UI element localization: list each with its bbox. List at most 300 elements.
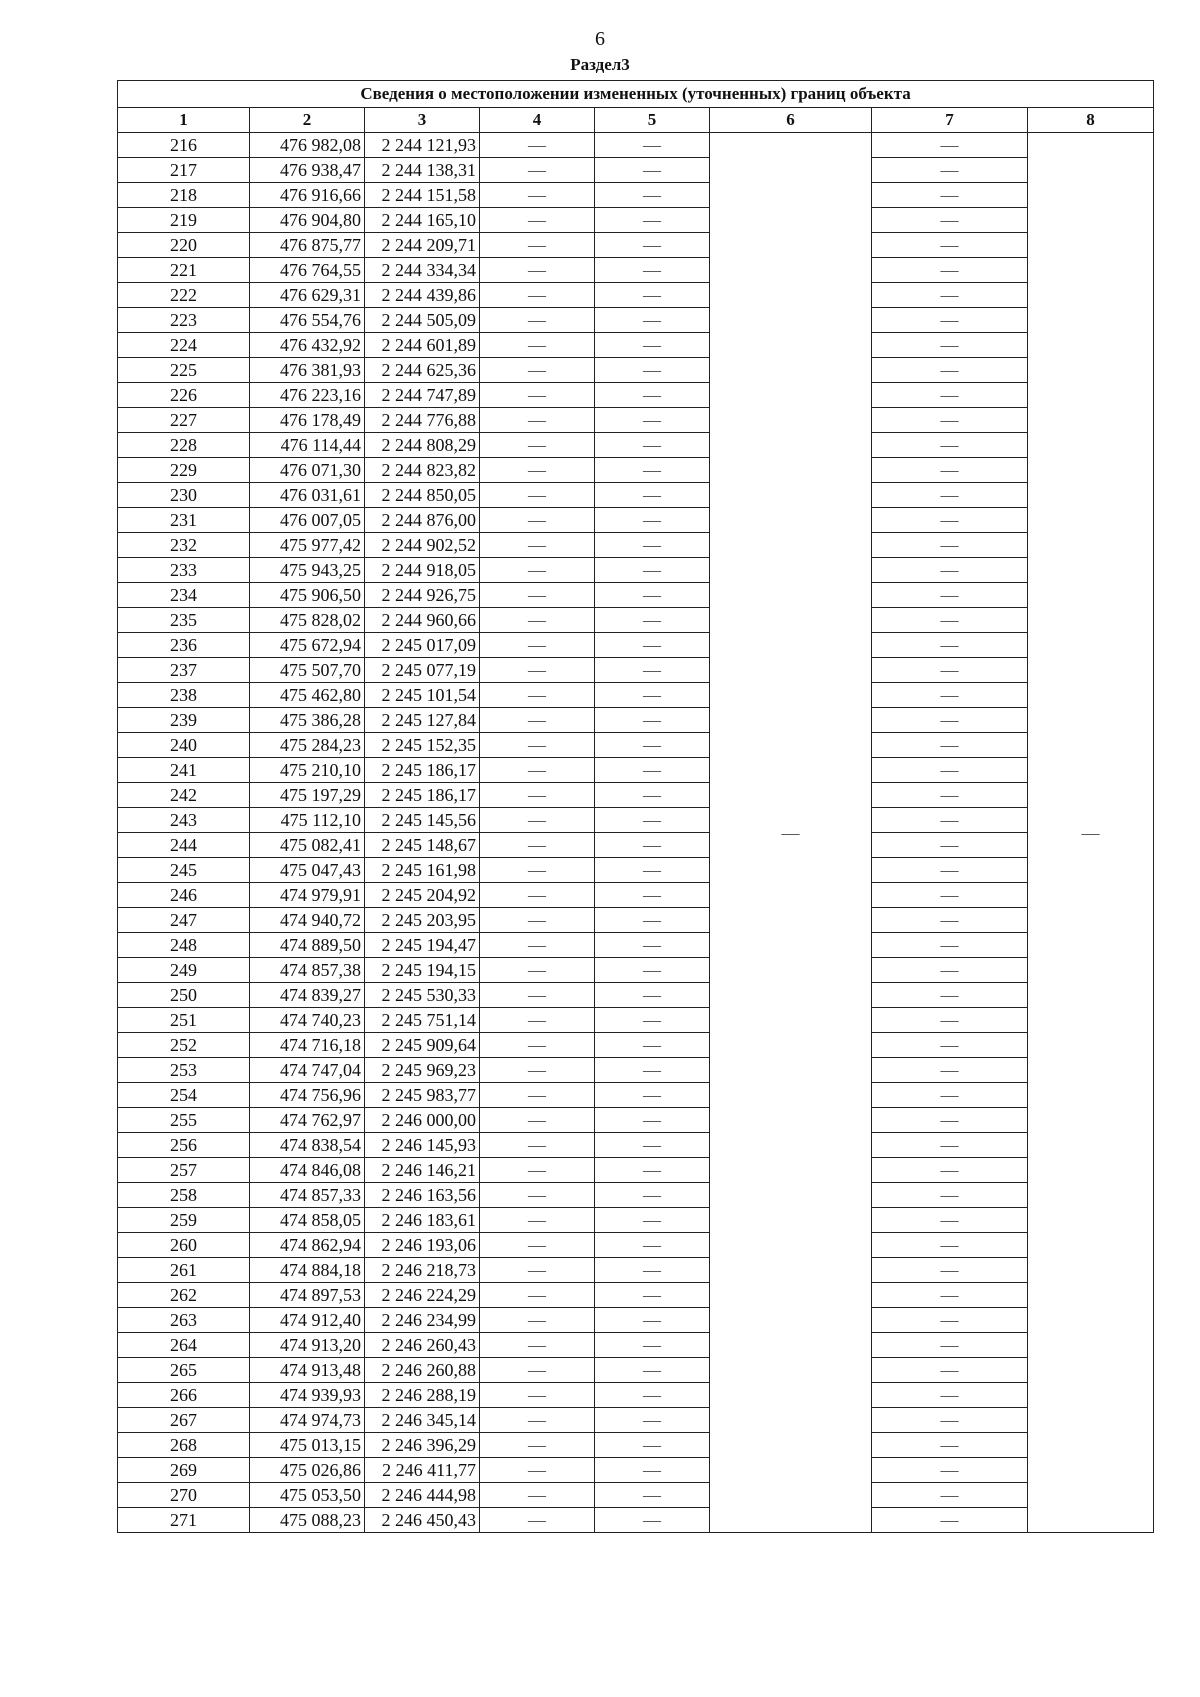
y-coordinate-cell: 2 245 530,33 <box>365 983 480 1008</box>
column-5-dash-cell: — <box>595 1433 710 1458</box>
x-coordinate-cell: 475 197,29 <box>250 783 365 808</box>
column-7-dash-cell: — <box>872 1383 1028 1408</box>
point-number-cell: 223 <box>118 308 250 333</box>
x-coordinate-cell: 474 884,18 <box>250 1258 365 1283</box>
x-coordinate-cell: 476 031,61 <box>250 483 365 508</box>
table-row <box>118 783 1154 808</box>
column-4-dash-cell: — <box>480 208 595 233</box>
y-coordinate-cell: 2 245 186,17 <box>365 758 480 783</box>
x-coordinate-cell: 475 013,15 <box>250 1433 365 1458</box>
point-number-cell: 235 <box>118 608 250 633</box>
table-row <box>118 558 1154 583</box>
table-row <box>118 333 1154 358</box>
table-row <box>118 533 1154 558</box>
column-7-dash-cell: — <box>872 683 1028 708</box>
column-4-dash-cell: — <box>480 1233 595 1258</box>
point-number-cell: 245 <box>118 858 250 883</box>
column-7-dash-cell: — <box>872 283 1028 308</box>
column-7-dash-cell: — <box>872 1433 1028 1458</box>
x-coordinate-cell: 474 889,50 <box>250 933 365 958</box>
column-7-dash-cell: — <box>872 333 1028 358</box>
column-5-dash-cell: — <box>595 933 710 958</box>
table-row <box>118 1433 1154 1458</box>
column-5-dash-cell: — <box>595 533 710 558</box>
column-4-dash-cell: — <box>480 358 595 383</box>
x-coordinate-cell: 476 938,47 <box>250 158 365 183</box>
column-4-dash-cell: — <box>480 908 595 933</box>
x-coordinate-cell: 474 940,72 <box>250 908 365 933</box>
y-coordinate-cell: 2 246 450,43 <box>365 1508 480 1533</box>
x-coordinate-cell: 474 747,04 <box>250 1058 365 1083</box>
x-coordinate-cell: 474 839,27 <box>250 983 365 1008</box>
table-row <box>118 308 1154 333</box>
point-number-cell: 243 <box>118 808 250 833</box>
table-row <box>118 133 1154 158</box>
y-coordinate-cell: 2 246 411,77 <box>365 1458 480 1483</box>
point-number-cell: 239 <box>118 708 250 733</box>
column-4-dash-cell: — <box>480 1508 595 1533</box>
x-coordinate-cell: 475 943,25 <box>250 558 365 583</box>
column-7-dash-cell: — <box>872 958 1028 983</box>
column-4-dash-cell: — <box>480 533 595 558</box>
x-coordinate-cell: 475 210,10 <box>250 758 365 783</box>
column-7-dash-cell: — <box>872 1158 1028 1183</box>
y-coordinate-cell: 2 246 163,56 <box>365 1183 480 1208</box>
column-7-dash-cell: — <box>872 208 1028 233</box>
column-5-dash-cell: — <box>595 458 710 483</box>
table-row <box>118 1233 1154 1258</box>
column-7-dash-cell: — <box>872 1108 1028 1133</box>
y-coordinate-cell: 2 245 186,17 <box>365 783 480 808</box>
table-row <box>118 358 1154 383</box>
column-number: 1 <box>118 108 250 133</box>
y-coordinate-cell: 2 244 165,10 <box>365 208 480 233</box>
column-5-dash-cell: — <box>595 883 710 908</box>
table-row <box>118 758 1154 783</box>
column-4-dash-cell: — <box>480 1408 595 1433</box>
column-7-dash-cell: — <box>872 233 1028 258</box>
column-4-dash-cell: — <box>480 183 595 208</box>
table-row <box>118 1083 1154 1108</box>
column-7-dash-cell: — <box>872 1033 1028 1058</box>
column-4-dash-cell: — <box>480 958 595 983</box>
column-5-dash-cell: — <box>595 858 710 883</box>
table-row <box>118 583 1154 608</box>
y-coordinate-cell: 2 246 000,00 <box>365 1108 480 1133</box>
column-7-dash-cell: — <box>872 308 1028 333</box>
x-coordinate-cell: 474 913,20 <box>250 1333 365 1358</box>
column-4-dash-cell: — <box>480 1308 595 1333</box>
column-4-dash-cell: — <box>480 783 595 808</box>
column-4-dash-cell: — <box>480 1033 595 1058</box>
column-5-dash-cell: — <box>595 358 710 383</box>
y-coordinate-cell: 2 244 625,36 <box>365 358 480 383</box>
table-row <box>118 283 1154 308</box>
column-number: 2 <box>250 108 365 133</box>
y-coordinate-cell: 2 245 751,14 <box>365 1008 480 1033</box>
column-7-dash-cell: — <box>872 908 1028 933</box>
x-coordinate-cell: 476 916,66 <box>250 183 365 208</box>
table-row <box>118 458 1154 483</box>
column-7-dash-cell: — <box>872 1408 1028 1433</box>
x-coordinate-cell: 476 432,92 <box>250 333 365 358</box>
column-5-dash-cell: — <box>595 333 710 358</box>
point-number-cell: 220 <box>118 233 250 258</box>
column-5-dash-cell: — <box>595 658 710 683</box>
section-title: Раздел3 <box>570 55 630 74</box>
y-coordinate-cell: 2 245 161,98 <box>365 858 480 883</box>
x-coordinate-cell: 474 897,53 <box>250 1283 365 1308</box>
column-7-dash-cell: — <box>872 533 1028 558</box>
table-row <box>118 208 1154 233</box>
column-5-dash-cell: — <box>595 733 710 758</box>
point-number-cell: 267 <box>118 1408 250 1433</box>
column-5-dash-cell: — <box>595 958 710 983</box>
table-row <box>118 508 1154 533</box>
column-5-dash-cell: — <box>595 383 710 408</box>
column-4-dash-cell: — <box>480 708 595 733</box>
y-coordinate-cell: 2 245 148,67 <box>365 833 480 858</box>
table-row <box>118 1358 1154 1383</box>
point-number-cell: 229 <box>118 458 250 483</box>
y-coordinate-cell: 2 246 234,99 <box>365 1308 480 1333</box>
column-4-dash-cell: — <box>480 758 595 783</box>
x-coordinate-cell: 476 982,08 <box>250 133 365 158</box>
point-number-cell: 263 <box>118 1308 250 1333</box>
x-coordinate-cell: 475 088,23 <box>250 1508 365 1533</box>
column-5-dash-cell: — <box>595 483 710 508</box>
column-7-dash-cell: — <box>872 258 1028 283</box>
x-coordinate-cell: 475 053,50 <box>250 1483 365 1508</box>
y-coordinate-cell: 2 244 121,93 <box>365 133 480 158</box>
point-number-cell: 262 <box>118 1283 250 1308</box>
column-4-dash-cell: — <box>480 633 595 658</box>
table-row <box>118 933 1154 958</box>
point-number-cell: 244 <box>118 833 250 858</box>
table-row <box>118 1208 1154 1233</box>
point-number-cell: 261 <box>118 1258 250 1283</box>
column-7-dash-cell: — <box>872 633 1028 658</box>
table-row <box>118 1008 1154 1033</box>
column-4-dash-cell: — <box>480 158 595 183</box>
point-number-cell: 268 <box>118 1433 250 1458</box>
column-5-dash-cell: — <box>595 1158 710 1183</box>
column-5-dash-cell: — <box>595 1233 710 1258</box>
column-7-dash-cell: — <box>872 708 1028 733</box>
column-4-dash-cell: — <box>480 1283 595 1308</box>
column-7-dash-cell: — <box>872 1258 1028 1283</box>
table-row <box>118 1283 1154 1308</box>
column-5-dash-cell: — <box>595 258 710 283</box>
column-4-dash-cell: — <box>480 308 595 333</box>
table-row <box>118 1458 1154 1483</box>
column-4-dash-cell: — <box>480 258 595 283</box>
table-row <box>118 883 1154 908</box>
point-number-cell: 228 <box>118 433 250 458</box>
point-number-cell: 227 <box>118 408 250 433</box>
table-row <box>118 1158 1154 1183</box>
x-coordinate-cell: 474 838,54 <box>250 1133 365 1158</box>
column-5-dash-cell: — <box>595 583 710 608</box>
column-7-dash-cell: — <box>872 1133 1028 1158</box>
column-7-dash-cell: — <box>872 1208 1028 1233</box>
y-coordinate-cell: 2 246 218,73 <box>365 1258 480 1283</box>
column-7-dash-cell: — <box>872 1008 1028 1033</box>
point-number-cell: 242 <box>118 783 250 808</box>
y-coordinate-cell: 2 246 193,06 <box>365 1233 480 1258</box>
table-row <box>118 983 1154 1008</box>
y-coordinate-cell: 2 246 145,93 <box>365 1133 480 1158</box>
column-4-dash-cell: — <box>480 458 595 483</box>
table-row <box>118 233 1154 258</box>
point-number-cell: 255 <box>118 1108 250 1133</box>
column-5-dash-cell: — <box>595 1258 710 1283</box>
point-number-cell: 216 <box>118 133 250 158</box>
column-4-dash-cell: — <box>480 1183 595 1208</box>
column-7-dash-cell: — <box>872 558 1028 583</box>
table-row <box>118 1058 1154 1083</box>
column-5-dash-cell: — <box>595 1083 710 1108</box>
point-number-cell: 234 <box>118 583 250 608</box>
column-4-dash-cell: — <box>480 1158 595 1183</box>
column-4-dash-cell: — <box>480 733 595 758</box>
x-coordinate-cell: 475 828,02 <box>250 608 365 633</box>
y-coordinate-cell: 2 244 601,89 <box>365 333 480 358</box>
column-7-dash-cell: — <box>872 1508 1028 1533</box>
y-coordinate-cell: 2 244 876,00 <box>365 508 480 533</box>
column-5-dash-cell: — <box>595 233 710 258</box>
column-4-dash-cell: — <box>480 1483 595 1508</box>
point-number-cell: 226 <box>118 383 250 408</box>
point-number-cell: 222 <box>118 283 250 308</box>
x-coordinate-cell: 476 629,31 <box>250 283 365 308</box>
y-coordinate-cell: 2 245 101,54 <box>365 683 480 708</box>
table-row <box>118 158 1154 183</box>
column-5-dash-cell: — <box>595 433 710 458</box>
point-number-cell: 270 <box>118 1483 250 1508</box>
column-7-dash-cell: — <box>872 1308 1028 1333</box>
column-7-dash-cell: — <box>872 1283 1028 1308</box>
point-number-cell: 246 <box>118 883 250 908</box>
column-5-dash-cell: — <box>595 1108 710 1133</box>
column-8-merged-cell: — <box>1028 133 1154 1533</box>
x-coordinate-cell: 474 862,94 <box>250 1233 365 1258</box>
y-coordinate-cell: 2 246 224,29 <box>365 1283 480 1308</box>
column-number: 6 <box>710 108 872 133</box>
table-row <box>118 433 1154 458</box>
column-5-dash-cell: — <box>595 1008 710 1033</box>
column-5-dash-cell: — <box>595 758 710 783</box>
x-coordinate-cell: 475 082,41 <box>250 833 365 858</box>
table-row <box>118 1308 1154 1333</box>
point-number-cell: 260 <box>118 1233 250 1258</box>
y-coordinate-cell: 2 246 396,29 <box>365 1433 480 1458</box>
y-coordinate-cell: 2 244 439,86 <box>365 283 480 308</box>
column-4-dash-cell: — <box>480 433 595 458</box>
column-7-dash-cell: — <box>872 583 1028 608</box>
x-coordinate-cell: 475 672,94 <box>250 633 365 658</box>
column-5-dash-cell: — <box>595 1133 710 1158</box>
column-4-dash-cell: — <box>480 558 595 583</box>
column-5-dash-cell: — <box>595 208 710 233</box>
x-coordinate-cell: 475 026,86 <box>250 1458 365 1483</box>
y-coordinate-cell: 2 244 209,71 <box>365 233 480 258</box>
y-coordinate-cell: 2 245 194,47 <box>365 933 480 958</box>
x-coordinate-cell: 475 507,70 <box>250 658 365 683</box>
table-row <box>118 1258 1154 1283</box>
column-5-dash-cell: — <box>595 1033 710 1058</box>
table-row <box>118 808 1154 833</box>
column-4-dash-cell: — <box>480 808 595 833</box>
y-coordinate-cell: 2 245 194,15 <box>365 958 480 983</box>
point-number-cell: 237 <box>118 658 250 683</box>
column-7-dash-cell: — <box>872 358 1028 383</box>
table-row <box>118 908 1154 933</box>
table-row <box>118 1133 1154 1158</box>
column-4-dash-cell: — <box>480 1433 595 1458</box>
column-4-dash-cell: — <box>480 1108 595 1133</box>
point-number-cell: 225 <box>118 358 250 383</box>
column-5-dash-cell: — <box>595 1358 710 1383</box>
point-number-cell: 264 <box>118 1333 250 1358</box>
x-coordinate-cell: 475 284,23 <box>250 733 365 758</box>
y-coordinate-cell: 2 246 146,21 <box>365 1158 480 1183</box>
column-5-dash-cell: — <box>595 683 710 708</box>
column-number: 7 <box>872 108 1028 133</box>
column-5-dash-cell: — <box>595 608 710 633</box>
column-number: 3 <box>365 108 480 133</box>
column-5-dash-cell: — <box>595 1058 710 1083</box>
column-7-dash-cell: — <box>872 983 1028 1008</box>
y-coordinate-cell: 2 246 260,43 <box>365 1333 480 1358</box>
point-number-cell: 256 <box>118 1133 250 1158</box>
table-row <box>118 733 1154 758</box>
table-row <box>118 1033 1154 1058</box>
column-4-dash-cell: — <box>480 683 595 708</box>
y-coordinate-cell: 2 245 145,56 <box>365 808 480 833</box>
column-number: 5 <box>595 108 710 133</box>
column-4-dash-cell: — <box>480 1383 595 1408</box>
point-number-cell: 238 <box>118 683 250 708</box>
x-coordinate-cell: 474 979,91 <box>250 883 365 908</box>
column-7-dash-cell: — <box>872 1083 1028 1108</box>
column-4-dash-cell: — <box>480 833 595 858</box>
x-coordinate-cell: 474 912,40 <box>250 1308 365 1333</box>
y-coordinate-cell: 2 246 288,19 <box>365 1383 480 1408</box>
column-7-dash-cell: — <box>872 1458 1028 1483</box>
table-row <box>118 1508 1154 1533</box>
point-number-cell: 271 <box>118 1508 250 1533</box>
point-number-cell: 269 <box>118 1458 250 1483</box>
column-7-dash-cell: — <box>872 808 1028 833</box>
y-coordinate-cell: 2 244 138,31 <box>365 158 480 183</box>
table-row <box>118 633 1154 658</box>
point-number-cell: 251 <box>118 1008 250 1033</box>
column-7-dash-cell: — <box>872 1333 1028 1358</box>
point-number-cell: 266 <box>118 1383 250 1408</box>
x-coordinate-cell: 476 114,44 <box>250 433 365 458</box>
column-7-dash-cell: — <box>872 933 1028 958</box>
point-number-cell: 233 <box>118 558 250 583</box>
x-coordinate-cell: 476 764,55 <box>250 258 365 283</box>
column-4-dash-cell: — <box>480 1333 595 1358</box>
y-coordinate-cell: 2 244 902,52 <box>365 533 480 558</box>
x-coordinate-cell: 476 904,80 <box>250 208 365 233</box>
table-row <box>118 858 1154 883</box>
column-5-dash-cell: — <box>595 633 710 658</box>
x-coordinate-cell: 474 756,96 <box>250 1083 365 1108</box>
x-coordinate-cell: 475 977,42 <box>250 533 365 558</box>
x-coordinate-cell: 474 857,38 <box>250 958 365 983</box>
y-coordinate-cell: 2 244 151,58 <box>365 183 480 208</box>
column-7-dash-cell: — <box>872 658 1028 683</box>
column-7-dash-cell: — <box>872 1183 1028 1208</box>
column-7-dash-cell: — <box>872 733 1028 758</box>
table-body <box>118 133 1154 1533</box>
coordinates-table <box>117 80 1154 1533</box>
table-row <box>118 258 1154 283</box>
x-coordinate-cell: 476 875,77 <box>250 233 365 258</box>
column-5-dash-cell: — <box>595 1383 710 1408</box>
column-5-dash-cell: — <box>595 808 710 833</box>
table-row <box>118 1408 1154 1433</box>
column-5-dash-cell: — <box>595 1283 710 1308</box>
x-coordinate-cell: 474 846,08 <box>250 1158 365 1183</box>
column-7-dash-cell: — <box>872 383 1028 408</box>
column-5-dash-cell: — <box>595 983 710 1008</box>
x-coordinate-cell: 474 857,33 <box>250 1183 365 1208</box>
x-coordinate-cell: 474 716,18 <box>250 1033 365 1058</box>
point-number-cell: 248 <box>118 933 250 958</box>
x-coordinate-cell: 474 740,23 <box>250 1008 365 1033</box>
y-coordinate-cell: 2 246 444,98 <box>365 1483 480 1508</box>
table-row <box>118 958 1154 983</box>
y-coordinate-cell: 2 244 747,89 <box>365 383 480 408</box>
x-coordinate-cell: 474 913,48 <box>250 1358 365 1383</box>
y-coordinate-cell: 2 246 260,88 <box>365 1358 480 1383</box>
y-coordinate-cell: 2 245 127,84 <box>365 708 480 733</box>
column-7-dash-cell: — <box>872 408 1028 433</box>
column-4-dash-cell: — <box>480 383 595 408</box>
column-7-dash-cell: — <box>872 483 1028 508</box>
column-7-dash-cell: — <box>872 833 1028 858</box>
column-7-dash-cell: — <box>872 458 1028 483</box>
column-5-dash-cell: — <box>595 1333 710 1358</box>
column-7-dash-cell: — <box>872 1358 1028 1383</box>
y-coordinate-cell: 2 244 505,09 <box>365 308 480 333</box>
y-coordinate-cell: 2 245 152,35 <box>365 733 480 758</box>
x-coordinate-cell: 474 939,93 <box>250 1383 365 1408</box>
table-row <box>118 1383 1154 1408</box>
table-row <box>118 1183 1154 1208</box>
table-row <box>118 183 1154 208</box>
column-4-dash-cell: — <box>480 333 595 358</box>
column-5-dash-cell: — <box>595 908 710 933</box>
y-coordinate-cell: 2 244 776,88 <box>365 408 480 433</box>
column-4-dash-cell: — <box>480 883 595 908</box>
column-4-dash-cell: — <box>480 658 595 683</box>
point-number-cell: 224 <box>118 333 250 358</box>
x-coordinate-cell: 475 047,43 <box>250 858 365 883</box>
column-7-dash-cell: — <box>872 858 1028 883</box>
x-coordinate-cell: 476 223,16 <box>250 383 365 408</box>
table-row <box>118 833 1154 858</box>
table-row <box>118 708 1154 733</box>
column-7-dash-cell: — <box>872 608 1028 633</box>
column-5-dash-cell: — <box>595 133 710 158</box>
column-5-dash-cell: — <box>595 1458 710 1483</box>
column-4-dash-cell: — <box>480 1058 595 1083</box>
